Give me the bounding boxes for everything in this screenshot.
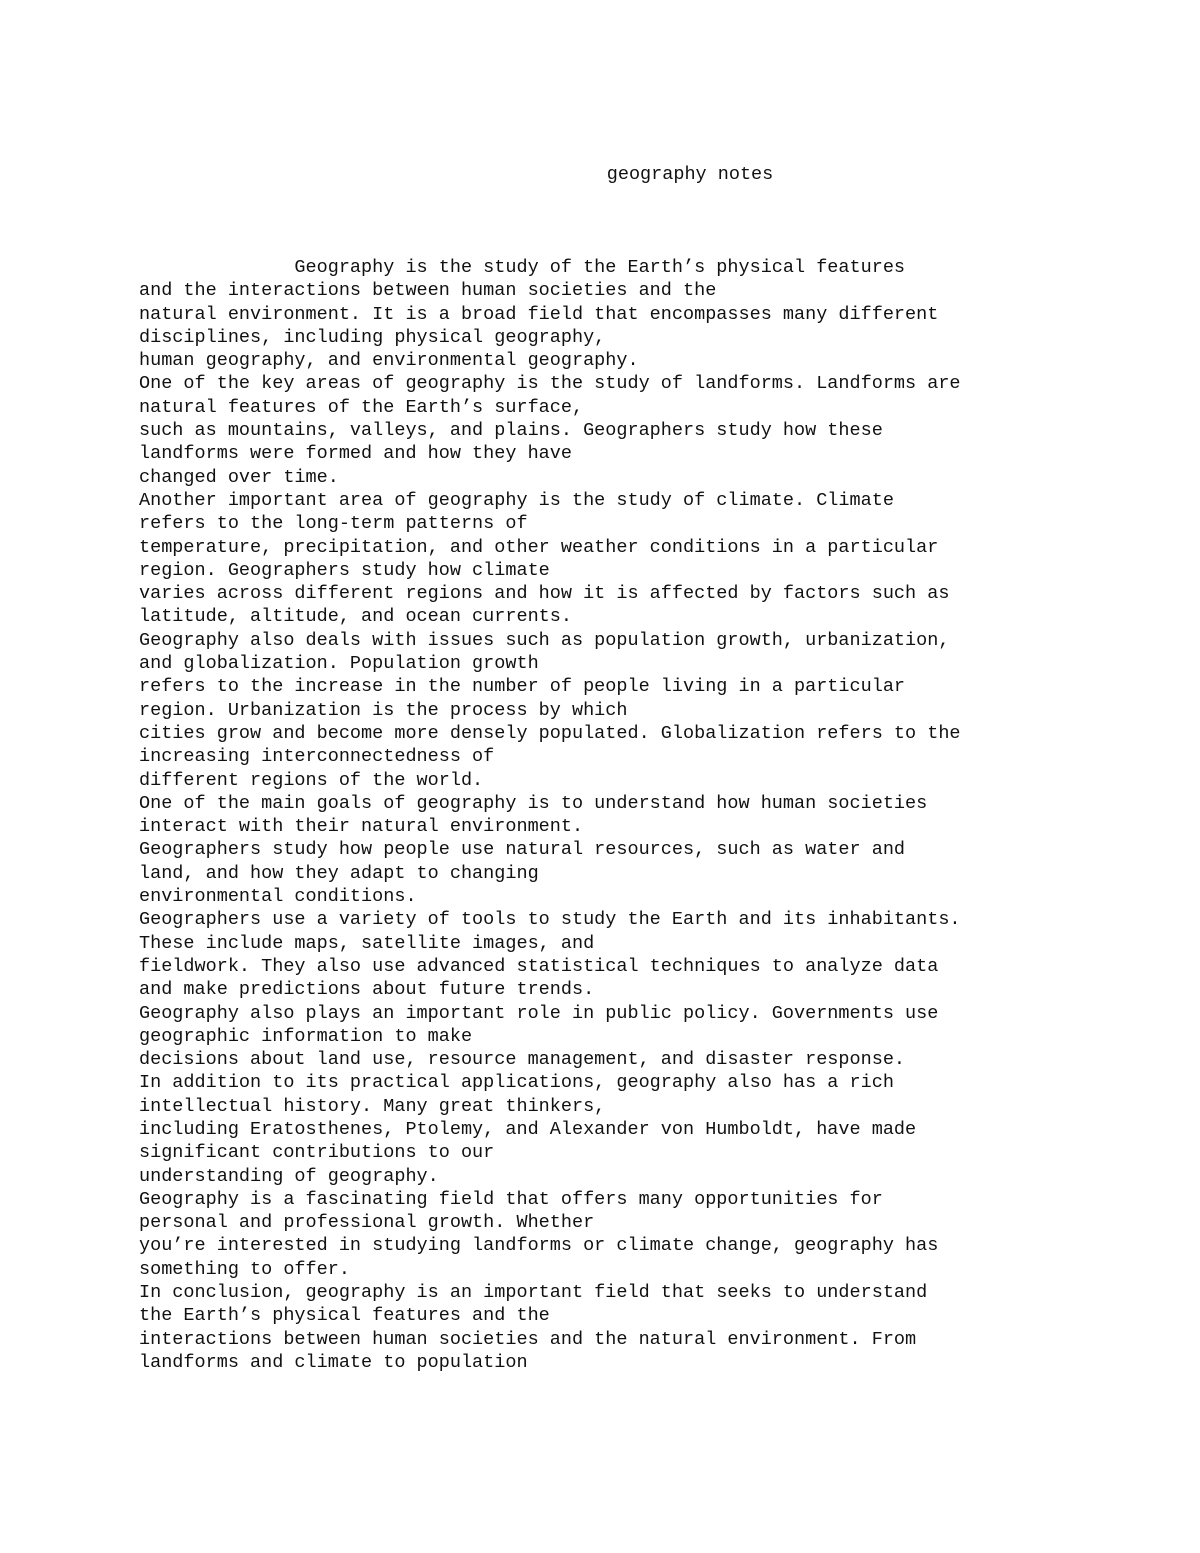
body-line: and make predictions about future trends. (139, 979, 595, 1001)
body-line: natural environment. It is a broad field that encompasses many different (139, 303, 939, 325)
body-line: region. Urbanization is the process by which (139, 699, 628, 721)
body-line: temperature, precipitation, and other weather conditions in a particular (139, 536, 939, 558)
body-line: the Earth’s physical features and the (139, 1305, 550, 1327)
body-line: including Eratosthenes, Ptolemy, and Alexander von Humboldt, have made (139, 1118, 917, 1140)
body-line: In conclusion, geography is an important field that seeks to understand (139, 1282, 928, 1304)
body-line: decisions about land use, resource management, and disaster response. (139, 1049, 906, 1071)
body-line: environmental conditions. (139, 886, 417, 908)
body-line: Geography also plays an important role in public policy. Governments use (139, 1002, 939, 1024)
body-line: land, and how they adapt to changing (139, 862, 539, 884)
body-line: and the interactions between human societies and the (139, 280, 717, 302)
body-line: Geography is the study of the Earth’s physical features (139, 257, 906, 278)
document-body (139, 256, 1139, 1374)
body-line: something to offer. (139, 1258, 350, 1280)
body-line: understanding of geography. (139, 1165, 439, 1187)
body-line: cities grow and become more densely populated. Globalization refers to the (139, 722, 961, 744)
body-line: landforms were formed and how they have (139, 443, 572, 465)
body-line: different regions of the world. (139, 769, 484, 791)
body-line: changed over time. (139, 466, 339, 488)
body-line: human geography, and environmental geography. (139, 350, 639, 372)
body-line: and globalization. Population growth (139, 653, 539, 675)
body-line: natural features of the Earth’s surface, (139, 396, 584, 418)
body-line: In addition to its practical applications, geography also has a rich (139, 1072, 894, 1094)
body-line: refers to the long-term patterns of (139, 513, 528, 535)
body-line: interact with their natural environment. (139, 816, 584, 838)
body-line: significant contributions to our (139, 1142, 495, 1164)
body-line: latitude, altitude, and ocean currents. (139, 606, 572, 628)
body-line: you’re interested in studying landforms or climate change, geography has (139, 1235, 939, 1257)
body-line: One of the main goals of geography is to understand how human societies (139, 792, 928, 814)
body-line: geographic information to make (139, 1025, 473, 1047)
body-line: Geographers study how people use natural resources, such as water and (139, 839, 906, 861)
body-line: landforms and climate to population (139, 1351, 528, 1373)
body-line: refers to the increase in the number of people living in a particular (139, 676, 906, 698)
body-line: Another important area of geography is the study of climate. Climate (139, 489, 894, 511)
body-line: Geography is a fascinating field that offers many opportunities for (139, 1188, 883, 1210)
body-line: fieldwork. They also use advanced statistical techniques to analyze data (139, 955, 939, 977)
body-line: interactions between human societies and the natural environment. From (139, 1328, 917, 1350)
body-line: disciplines, including physical geography, (139, 326, 606, 348)
body-line: such as mountains, valleys, and plains. Geographers study how these (139, 420, 883, 442)
body-line: region. Geographers study how climate (139, 559, 550, 581)
body-line: One of the key areas of geography is the study of landforms. Landforms are (139, 373, 961, 395)
document-title: geography notes (606, 164, 774, 185)
body-line: intellectual history. Many great thinkers, (139, 1095, 606, 1117)
body-line: Geographers use a variety of tools to study the Earth and its inhabitants. (139, 909, 961, 931)
body-line: Geography also deals with issues such as population growth, urbanization, (139, 629, 950, 651)
body-line: increasing interconnectedness of (139, 746, 495, 768)
body-line: varies across different regions and how it is affected by factors such as (139, 583, 950, 605)
body-line: These include maps, satellite images, and (139, 932, 595, 954)
body-line: personal and professional growth. Whether (139, 1212, 595, 1234)
